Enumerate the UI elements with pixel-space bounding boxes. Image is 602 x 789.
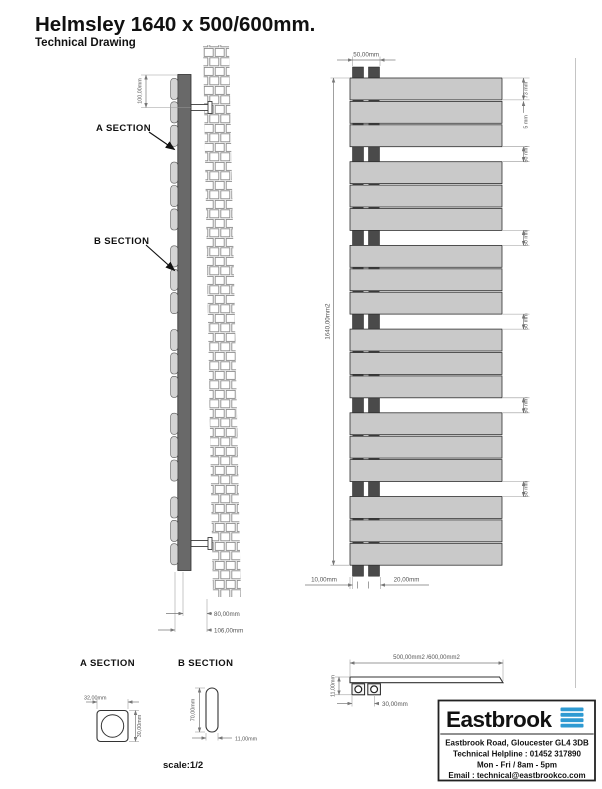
- side-panel-edge: [171, 78, 178, 99]
- side-panel-edge: [171, 162, 178, 183]
- dim-tapping-offset: [337, 696, 408, 708]
- collector-tube: [353, 397, 364, 414]
- scale-note: scale:1/2: [163, 760, 204, 771]
- radiator-panel: [350, 101, 502, 123]
- page-subtitle: Technical Drawing: [35, 37, 136, 49]
- wall-brick-hatch: [203, 45, 241, 597]
- brand-helpline: Technical Helpline : 01452 317890: [453, 749, 581, 759]
- dim-label: 50 mm: [523, 313, 530, 330]
- tube-glimpse: [369, 351, 380, 353]
- radiator-panel: [350, 520, 502, 542]
- brand-email: Email : technical@eastbrookco.com: [448, 771, 586, 780]
- side-panel-edge: [171, 330, 178, 351]
- tube-glimpse: [369, 291, 380, 293]
- dim-right-chain: [503, 78, 530, 497]
- dim-depth: [331, 674, 352, 697]
- side-panel-edge: [171, 269, 178, 290]
- dim-label: 100,00mm: [137, 78, 144, 104]
- side-panel-edge: [171, 209, 178, 230]
- tube-glimpse: [369, 267, 380, 269]
- radiator-panel: [350, 185, 502, 207]
- section-b-oval: [206, 688, 218, 732]
- collector-tube: [369, 229, 380, 246]
- dim-label: 500,00mm2 /600,00mm2: [393, 655, 460, 661]
- side-panel-edge: [171, 413, 178, 434]
- brand-box: [439, 701, 596, 781]
- radiator-panel: [350, 209, 502, 231]
- tube-glimpse: [353, 291, 364, 293]
- tube-glimpse: [369, 435, 380, 437]
- dim-label: 20,00mm: [393, 576, 420, 584]
- tube-glimpse: [369, 458, 380, 460]
- connector-stub: [369, 67, 380, 78]
- tube-glimpse: [353, 435, 364, 437]
- section-b-pointer-label: B SECTION: [94, 236, 150, 247]
- tube-glimpse: [369, 100, 380, 102]
- radiator-panel: [350, 497, 502, 519]
- tube-glimpse: [353, 542, 364, 544]
- side-panel-edge: [171, 186, 178, 207]
- section-a-detail: [80, 658, 143, 742]
- collector-tube: [369, 313, 380, 330]
- collector-tube: [369, 146, 380, 163]
- side-panel-edge: [171, 520, 178, 541]
- dim-bottom-tappings: [305, 577, 429, 590]
- tube-glimpse: [369, 123, 380, 125]
- dim-label: 32,00mm: [84, 695, 107, 702]
- radiator-side-profile: [178, 75, 191, 571]
- side-panel-edges: [171, 78, 178, 564]
- radiator-panel: [350, 78, 502, 100]
- section-a-title: A SECTION: [80, 658, 135, 669]
- radiator-panel: [350, 269, 502, 291]
- side-panel-edge: [171, 353, 178, 374]
- tube-glimpse: [353, 351, 364, 353]
- brand-hours: Mon - Fri / 8am - 5pm: [476, 760, 558, 770]
- tapping-hole: [355, 686, 362, 693]
- side-panel-edge: [171, 497, 178, 518]
- connector-stub: [369, 565, 380, 576]
- collector-tube: [369, 481, 380, 498]
- dim-label: 11,00mm: [235, 736, 258, 743]
- dim-label: 50 mm: [523, 145, 530, 163]
- side-panel-edge: [171, 437, 178, 458]
- section-a-pointer-label: A SECTION: [96, 123, 151, 134]
- dim-label: 106,00mm: [214, 627, 244, 635]
- radiator-panel: [350, 376, 502, 398]
- radiator-panel: [350, 436, 502, 458]
- dim-label: 5 mm: [523, 115, 530, 129]
- side-panel-edge: [171, 246, 178, 267]
- radiator-panel: [350, 245, 502, 267]
- wall-bracket-bottom: [191, 538, 212, 550]
- tube-glimpse: [353, 100, 364, 102]
- radiator-panel: [350, 543, 502, 565]
- tube-glimpse: [369, 374, 380, 376]
- dim-label: 30,00mm: [137, 714, 143, 738]
- dim-overall-height: [325, 78, 350, 565]
- tube-glimpse: [369, 518, 380, 520]
- radiator-panel: [350, 353, 502, 375]
- side-panel-edge: [171, 125, 178, 146]
- tapping-hole: [371, 686, 378, 693]
- section-b-leader: [146, 245, 175, 271]
- tube-glimpse: [353, 207, 364, 209]
- section-b-title: B SECTION: [178, 658, 234, 669]
- dim-label: 11,00mm: [330, 674, 337, 698]
- connector-stub: [353, 565, 364, 576]
- dim-label: 10,00mm: [311, 576, 337, 584]
- dim-label: 50,00mm: [353, 51, 380, 59]
- radiator-panel: [350, 460, 502, 482]
- side-view: [94, 45, 243, 635]
- collector-tube: [353, 229, 364, 246]
- tube-glimpse: [353, 267, 364, 269]
- tube-glimpse: [353, 123, 364, 125]
- radiator-panel: [350, 162, 502, 184]
- side-panel-edge: [171, 544, 178, 565]
- side-panel-edge: [171, 102, 178, 123]
- collector-tube: [353, 146, 364, 163]
- dim-label: 50 mm: [523, 229, 530, 247]
- front-view: [305, 52, 530, 590]
- tube-glimpse: [369, 207, 380, 209]
- tube-glimpse: [353, 184, 364, 186]
- brand-logo-text: Eastbrook: [446, 707, 552, 732]
- tube-glimpse: [353, 458, 364, 460]
- dim-label: 1640,00mm2: [324, 303, 332, 340]
- collector-tube: [353, 313, 364, 330]
- collector-tube: [353, 481, 364, 498]
- top-view-panel-bar: [350, 677, 503, 683]
- radiator-panel: [350, 292, 502, 314]
- side-panel-edge: [171, 376, 178, 397]
- radiator-panel: [350, 413, 502, 435]
- wall-bracket-top: [191, 102, 212, 114]
- brand-address: Eastbrook Road, Gloucester GL4 3DB: [445, 738, 589, 748]
- tube-glimpse: [369, 542, 380, 544]
- tube-glimpse: [369, 184, 380, 186]
- section-b-detail: [178, 658, 258, 743]
- dim-label: 30,00mm: [382, 701, 408, 708]
- connector-stub: [353, 67, 364, 78]
- side-panel-edge: [171, 293, 178, 314]
- page-title: Helmsley 1640 x 500/600mm.: [35, 13, 316, 36]
- dim-label: 70,00mm: [190, 698, 197, 722]
- dim-label: 50 mm: [523, 480, 530, 498]
- collector-tube: [369, 397, 380, 414]
- radiator-panel: [350, 125, 502, 147]
- dim-top-centres: [337, 52, 396, 67]
- dim-label: 80,00mm: [214, 611, 240, 618]
- side-panel-edge: [171, 460, 178, 481]
- radiator-panel: [350, 329, 502, 351]
- dim-label: 50 mm: [523, 397, 530, 414]
- tube-glimpse: [353, 518, 364, 520]
- tube-glimpse: [353, 374, 364, 376]
- dim-label: 73 mm: [523, 81, 530, 99]
